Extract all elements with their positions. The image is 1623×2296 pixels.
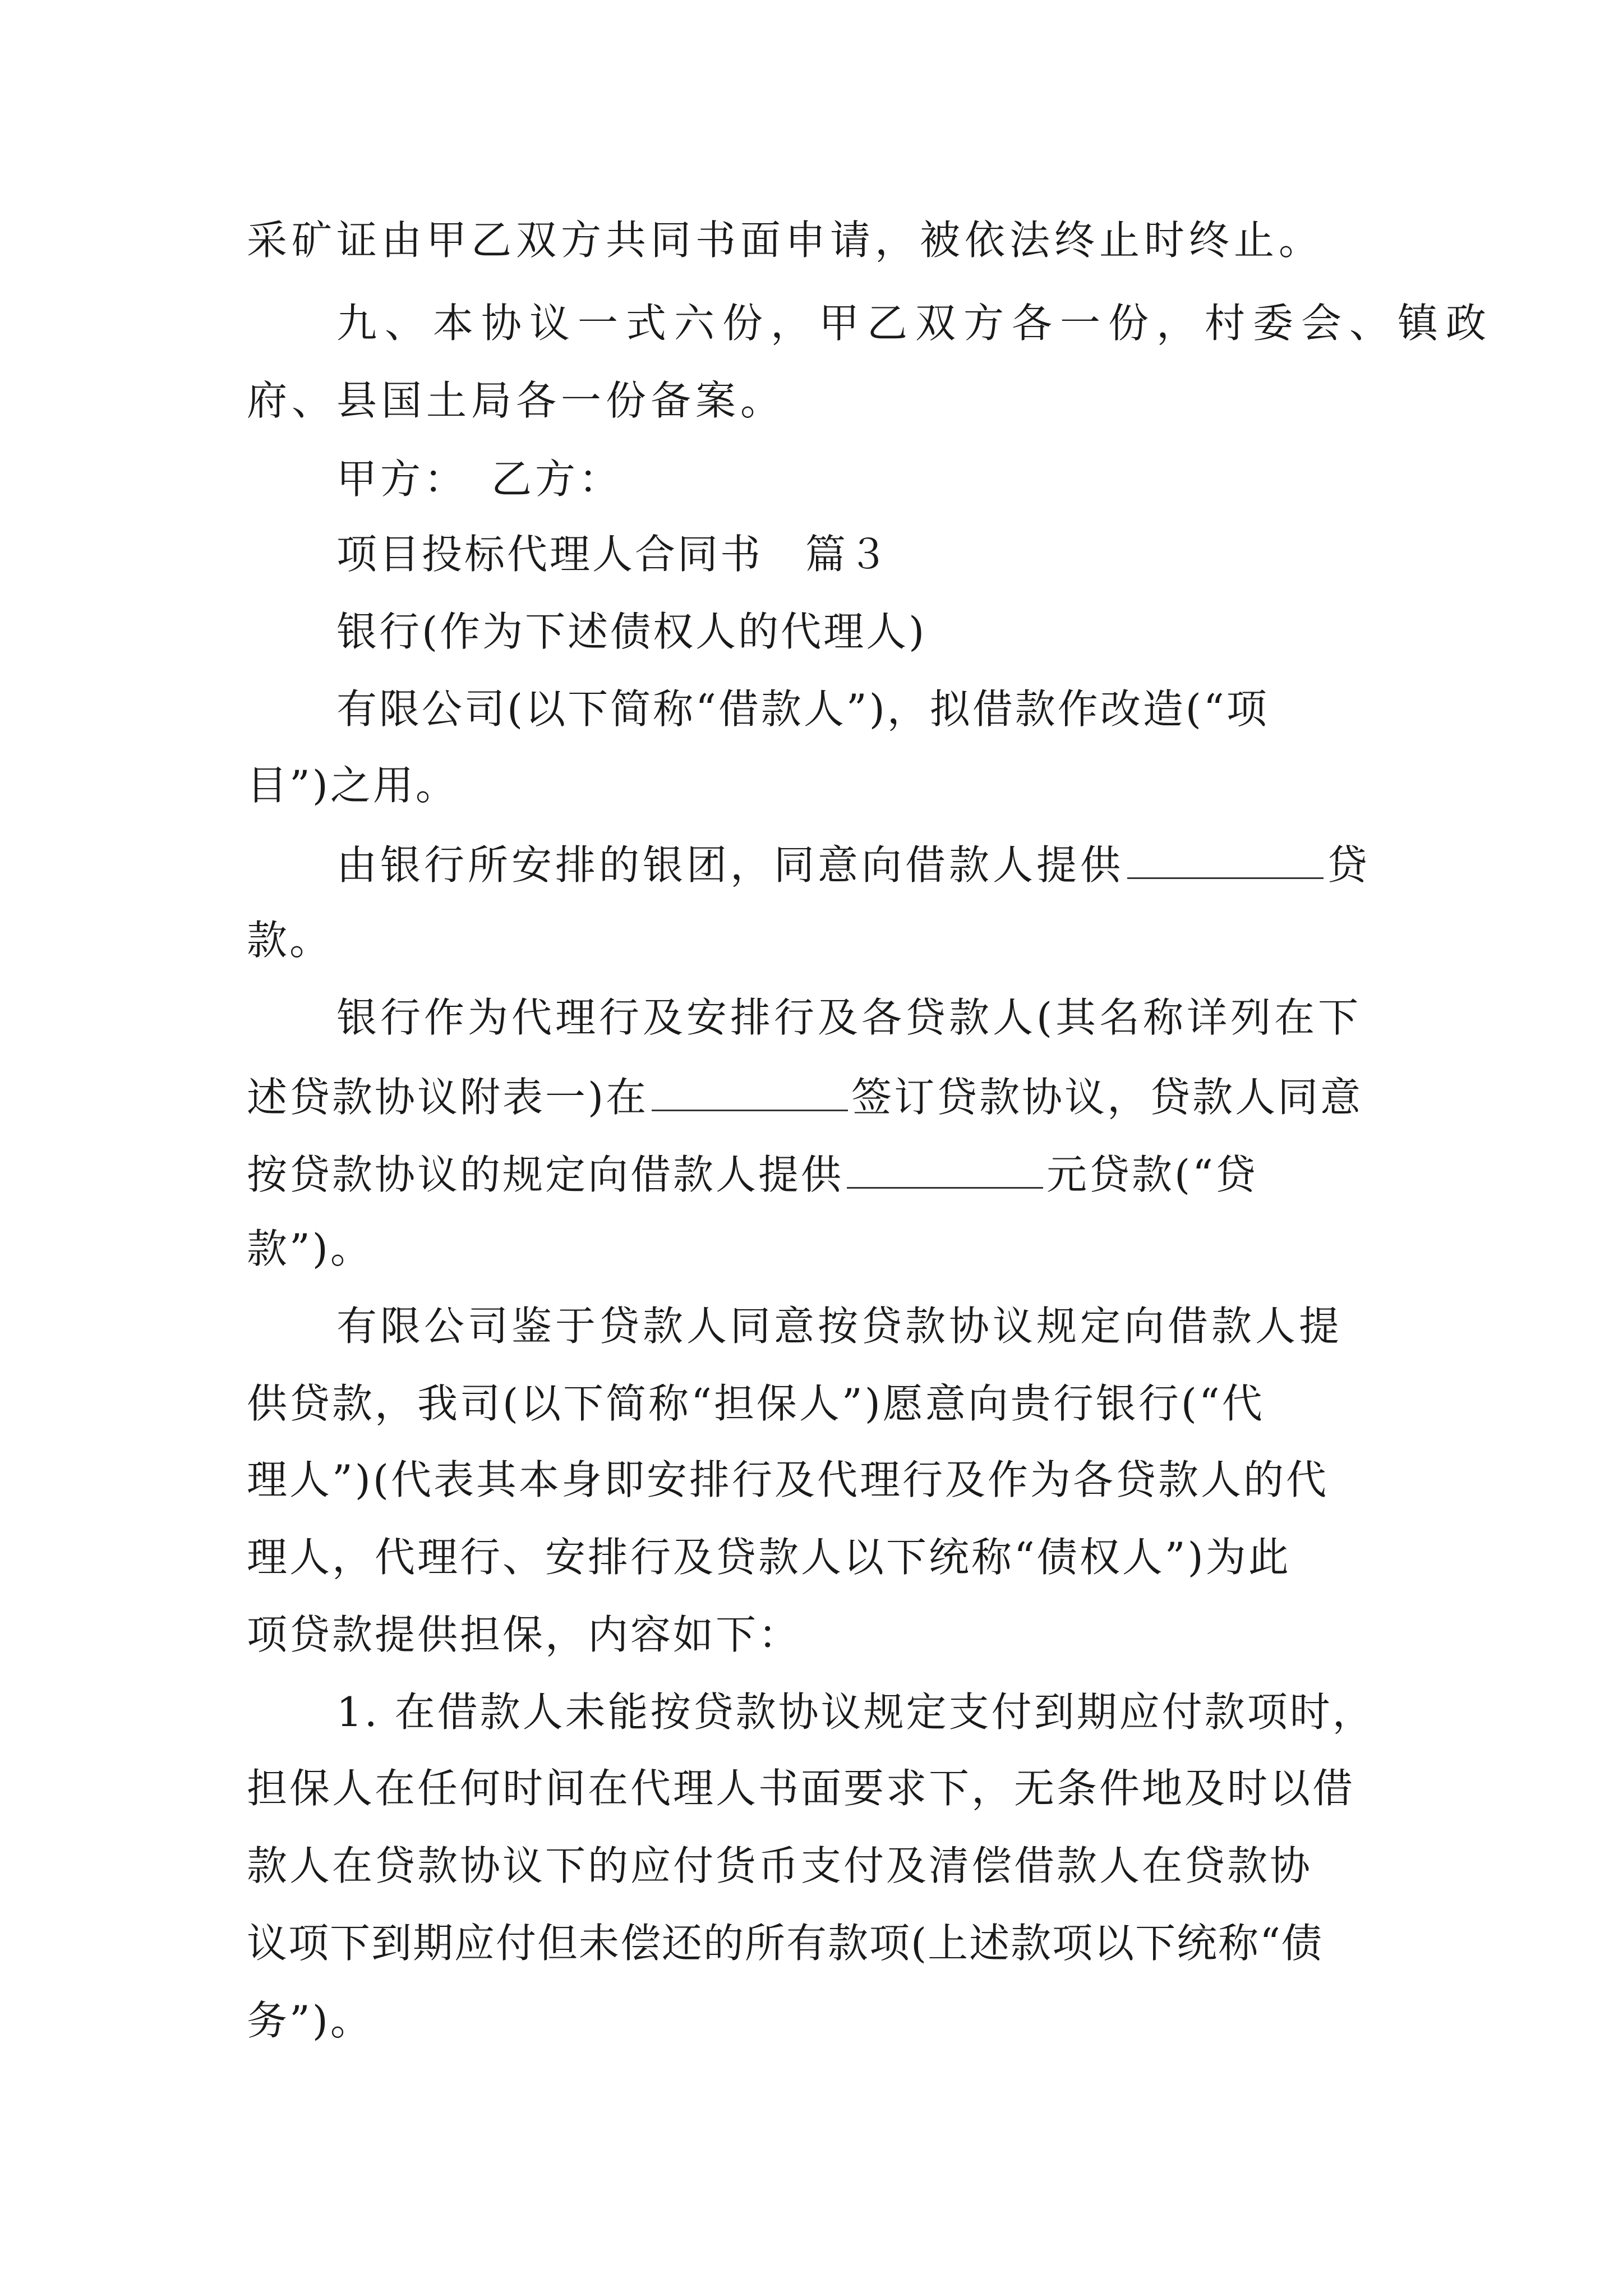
text-segment: 由银行所安排的银团，同意向借款人提供 bbox=[336, 841, 1124, 889]
paragraph-line: 目”)之用。 bbox=[247, 762, 458, 809]
paragraph-line: 款人在贷款协议下的应付货币支付及清偿借款人在贷款协 bbox=[247, 1842, 1313, 1889]
paragraph-line: 有限公司鉴于贷款人同意按贷款协议规定向借款人提 bbox=[336, 1303, 1343, 1350]
paragraph-line: 采矿证由甲乙双方共同书面申请，被依法终止时终止。 bbox=[247, 217, 1324, 264]
section-title: 项目投标代理人合同书 篇３ bbox=[336, 531, 891, 578]
paragraph-line: 理人，代理行、安排行及贷款人以下统称“债权人”)为此 bbox=[247, 1534, 1291, 1581]
paragraph-line: 务”)。 bbox=[247, 1997, 373, 2044]
paragraph-line: 理人”)(代表其本身即安排行及代理行及作为各贷款人的代 bbox=[247, 1456, 1329, 1503]
paragraph-line bbox=[336, 841, 1371, 889]
paragraph-line: 银行作为代理行及安排行及各贷款人(其名称详列在下 bbox=[336, 994, 1362, 1041]
paragraph-line: 项贷款提供担保，内容如下： bbox=[247, 1611, 801, 1658]
paragraph-line: 款”)。 bbox=[247, 1225, 373, 1272]
paragraph-line: 府、县国土局各一份备案。 bbox=[247, 377, 786, 424]
text-segment: 述贷款协议附表一)在 bbox=[247, 1074, 649, 1121]
paragraph-line: 款。 bbox=[247, 917, 333, 964]
text-segment: 签订贷款协议，贷款人同意 bbox=[851, 1074, 1363, 1121]
paragraph-line: 有限公司(以下简称“借款人”)，拟借款作改造(“项 bbox=[336, 685, 1269, 733]
paragraph-line bbox=[247, 1151, 1258, 1198]
paragraph-line: 担保人在任何时间在代理人书面要求下，无条件地及时以借 bbox=[247, 1765, 1355, 1812]
paragraph-line: 银行(作为下述债权人的代理人) bbox=[336, 608, 927, 655]
paragraph-line: 1. 在借款人未能按贷款协议规定支付到期应付款项时， bbox=[336, 1688, 1375, 1736]
signature-line: 甲方： 乙方： bbox=[336, 455, 623, 503]
paragraph-line: 供贷款，我司(以下简称“担保人”)愿意向贵行银行(“代 bbox=[247, 1380, 1265, 1427]
text-segment: 贷 bbox=[1327, 841, 1371, 889]
text-segment: 按贷款协议的规定向借款人提供 bbox=[247, 1151, 844, 1198]
blank-underline bbox=[847, 1152, 1043, 1189]
paragraph-line bbox=[247, 1074, 1363, 1121]
blank-underline bbox=[1127, 843, 1324, 879]
text-segment: 元贷款(“贷 bbox=[1046, 1151, 1258, 1198]
paragraph-line: 议项下到期应付但未偿还的所有款项(上述款项以下统称“债 bbox=[247, 1920, 1323, 1967]
blank-underline bbox=[652, 1075, 848, 1111]
paragraph-line: 九、本协议一式六份，甲乙双方各一份，村委会、镇政 bbox=[336, 300, 1495, 347]
